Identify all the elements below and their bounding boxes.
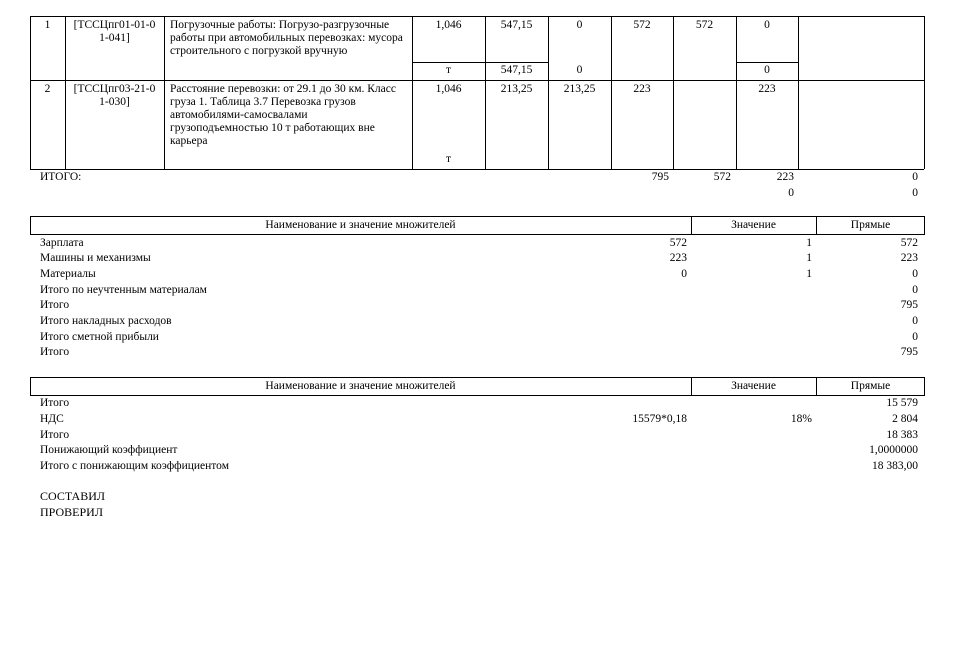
row-machines-wages: 0 bbox=[764, 64, 770, 76]
col-border bbox=[673, 16, 674, 169]
multiplier-label: Зарплата bbox=[40, 237, 84, 249]
itogo-last: 0 bbox=[912, 171, 918, 183]
row1-subline-a bbox=[412, 62, 548, 63]
header-value: Значение bbox=[731, 380, 776, 392]
row-machines: 0 bbox=[764, 19, 770, 31]
itogo-machines-wages: 0 bbox=[788, 187, 794, 199]
multiplier-direct: 795 bbox=[900, 299, 918, 311]
row-machines: 223 bbox=[758, 83, 776, 95]
multiplier-value: 18% bbox=[790, 413, 812, 425]
table-bottom-border bbox=[30, 169, 924, 170]
row-unit-price: 213,25 bbox=[500, 83, 533, 95]
multiplier-direct: 223 bbox=[900, 252, 918, 264]
row-unit-price-wages: 547,15 bbox=[500, 64, 533, 76]
multiplier-base: 223 bbox=[669, 252, 687, 264]
multiplier-direct: 2 804 bbox=[892, 413, 918, 425]
multiplier-base: 0 bbox=[681, 268, 687, 280]
multiplier-label: Машины и механизмы bbox=[40, 252, 151, 264]
itogo-machines: 223 bbox=[776, 171, 794, 183]
multiplier-direct: 572 bbox=[900, 237, 918, 249]
multiplier-direct: 0 bbox=[912, 331, 918, 343]
row-machines-unit: 0 bbox=[576, 19, 583, 31]
col-border bbox=[798, 16, 799, 169]
row-description: Расстояние перевозки: от 29.1 до 30 км. Класс груза 1. Таблица 3.7 Перевозка грузов автомобилями-самосвалами грузоподъемностью 10 т работающих вне карьера bbox=[170, 83, 396, 147]
header-direct: Прямые bbox=[850, 380, 891, 392]
col-border bbox=[924, 16, 925, 169]
itogo-label: ИТОГО: bbox=[40, 171, 82, 183]
header-name: Наименование и значение множителей bbox=[265, 219, 456, 231]
multiplier-direct: 0 bbox=[912, 268, 918, 280]
checked-label: ПРОВЕРИЛ bbox=[40, 505, 103, 519]
multiplier-direct: 795 bbox=[900, 346, 918, 358]
row-number: 2 bbox=[44, 83, 51, 95]
multiplier-label: Итого по неучтенным материалам bbox=[40, 284, 207, 296]
row-unit: т bbox=[445, 64, 452, 76]
row-total: 223 bbox=[633, 83, 651, 95]
row-unit-price: 547,15 bbox=[500, 19, 533, 31]
multiplier-value: 1 bbox=[806, 252, 812, 264]
header-name: Наименование и значение множителей bbox=[265, 380, 456, 392]
header-value: Значение bbox=[731, 219, 776, 231]
row-description: Погрузочные работы: Погрузо-разгрузочные работы при автомобильных перевозках: мусора строительного с погрузкой вручную bbox=[170, 19, 403, 57]
multiplier-label: Итого bbox=[40, 299, 70, 311]
row-code-line1: [ТССЦпг03-21-0 bbox=[73, 83, 156, 95]
col-border bbox=[164, 16, 165, 169]
multiplier-direct: 1,0000000 bbox=[869, 444, 918, 456]
multiplier-label: Итого bbox=[40, 429, 70, 441]
itogo-total: 795 bbox=[651, 171, 669, 183]
row-code-line1: [ТССЦпг01-01-0 bbox=[73, 19, 156, 31]
itogo-wages: 572 bbox=[713, 171, 731, 183]
row1-subline-b bbox=[736, 62, 798, 63]
multiplier-value: 1 bbox=[806, 268, 812, 280]
compiled-label: СОСТАВИЛ bbox=[40, 489, 106, 503]
multiplier-label: Материалы bbox=[40, 268, 96, 280]
multiplier-label: Итого bbox=[40, 397, 70, 409]
multiplier-label: Итого с понижающим коэффициентом bbox=[40, 460, 229, 472]
row-code-line2: 1-041] bbox=[99, 32, 130, 44]
multiplier-direct: 0 bbox=[912, 284, 918, 296]
multiplier-label: Итого bbox=[40, 346, 70, 358]
multiplier-label: Итого сметной прибыли bbox=[40, 331, 159, 343]
multiplier-label: Итого накладных расходов bbox=[40, 315, 172, 327]
multiplier-direct: 15 579 bbox=[886, 397, 918, 409]
row-machines-unit-wages: 0 bbox=[576, 64, 583, 76]
multiplier-base: 572 bbox=[669, 237, 687, 249]
row-quantity: 1,046 bbox=[435, 19, 462, 31]
itogo-last-2: 0 bbox=[912, 187, 918, 199]
multiplier-value: 1 bbox=[806, 237, 812, 249]
multiplier-direct: 0 bbox=[912, 315, 918, 327]
multiplier-label: НДС bbox=[40, 413, 64, 425]
header-direct: Прямые bbox=[850, 219, 891, 231]
row-unit: т bbox=[445, 153, 452, 165]
multiplier-base: 15579*0,18 bbox=[632, 413, 687, 425]
row-code-line2: 1-030] bbox=[99, 96, 130, 108]
row-total: 572 bbox=[633, 19, 651, 31]
multiplier-direct: 18 383,00 bbox=[872, 460, 918, 472]
row-number: 1 bbox=[44, 19, 51, 31]
row-quantity: 1,046 bbox=[435, 83, 462, 95]
multiplier-label: Понижающий коэффициент bbox=[40, 444, 178, 456]
multiplier-direct: 18 383 bbox=[886, 429, 918, 441]
row-machines-unit: 213,25 bbox=[563, 83, 596, 95]
row-wages: 572 bbox=[695, 19, 714, 31]
